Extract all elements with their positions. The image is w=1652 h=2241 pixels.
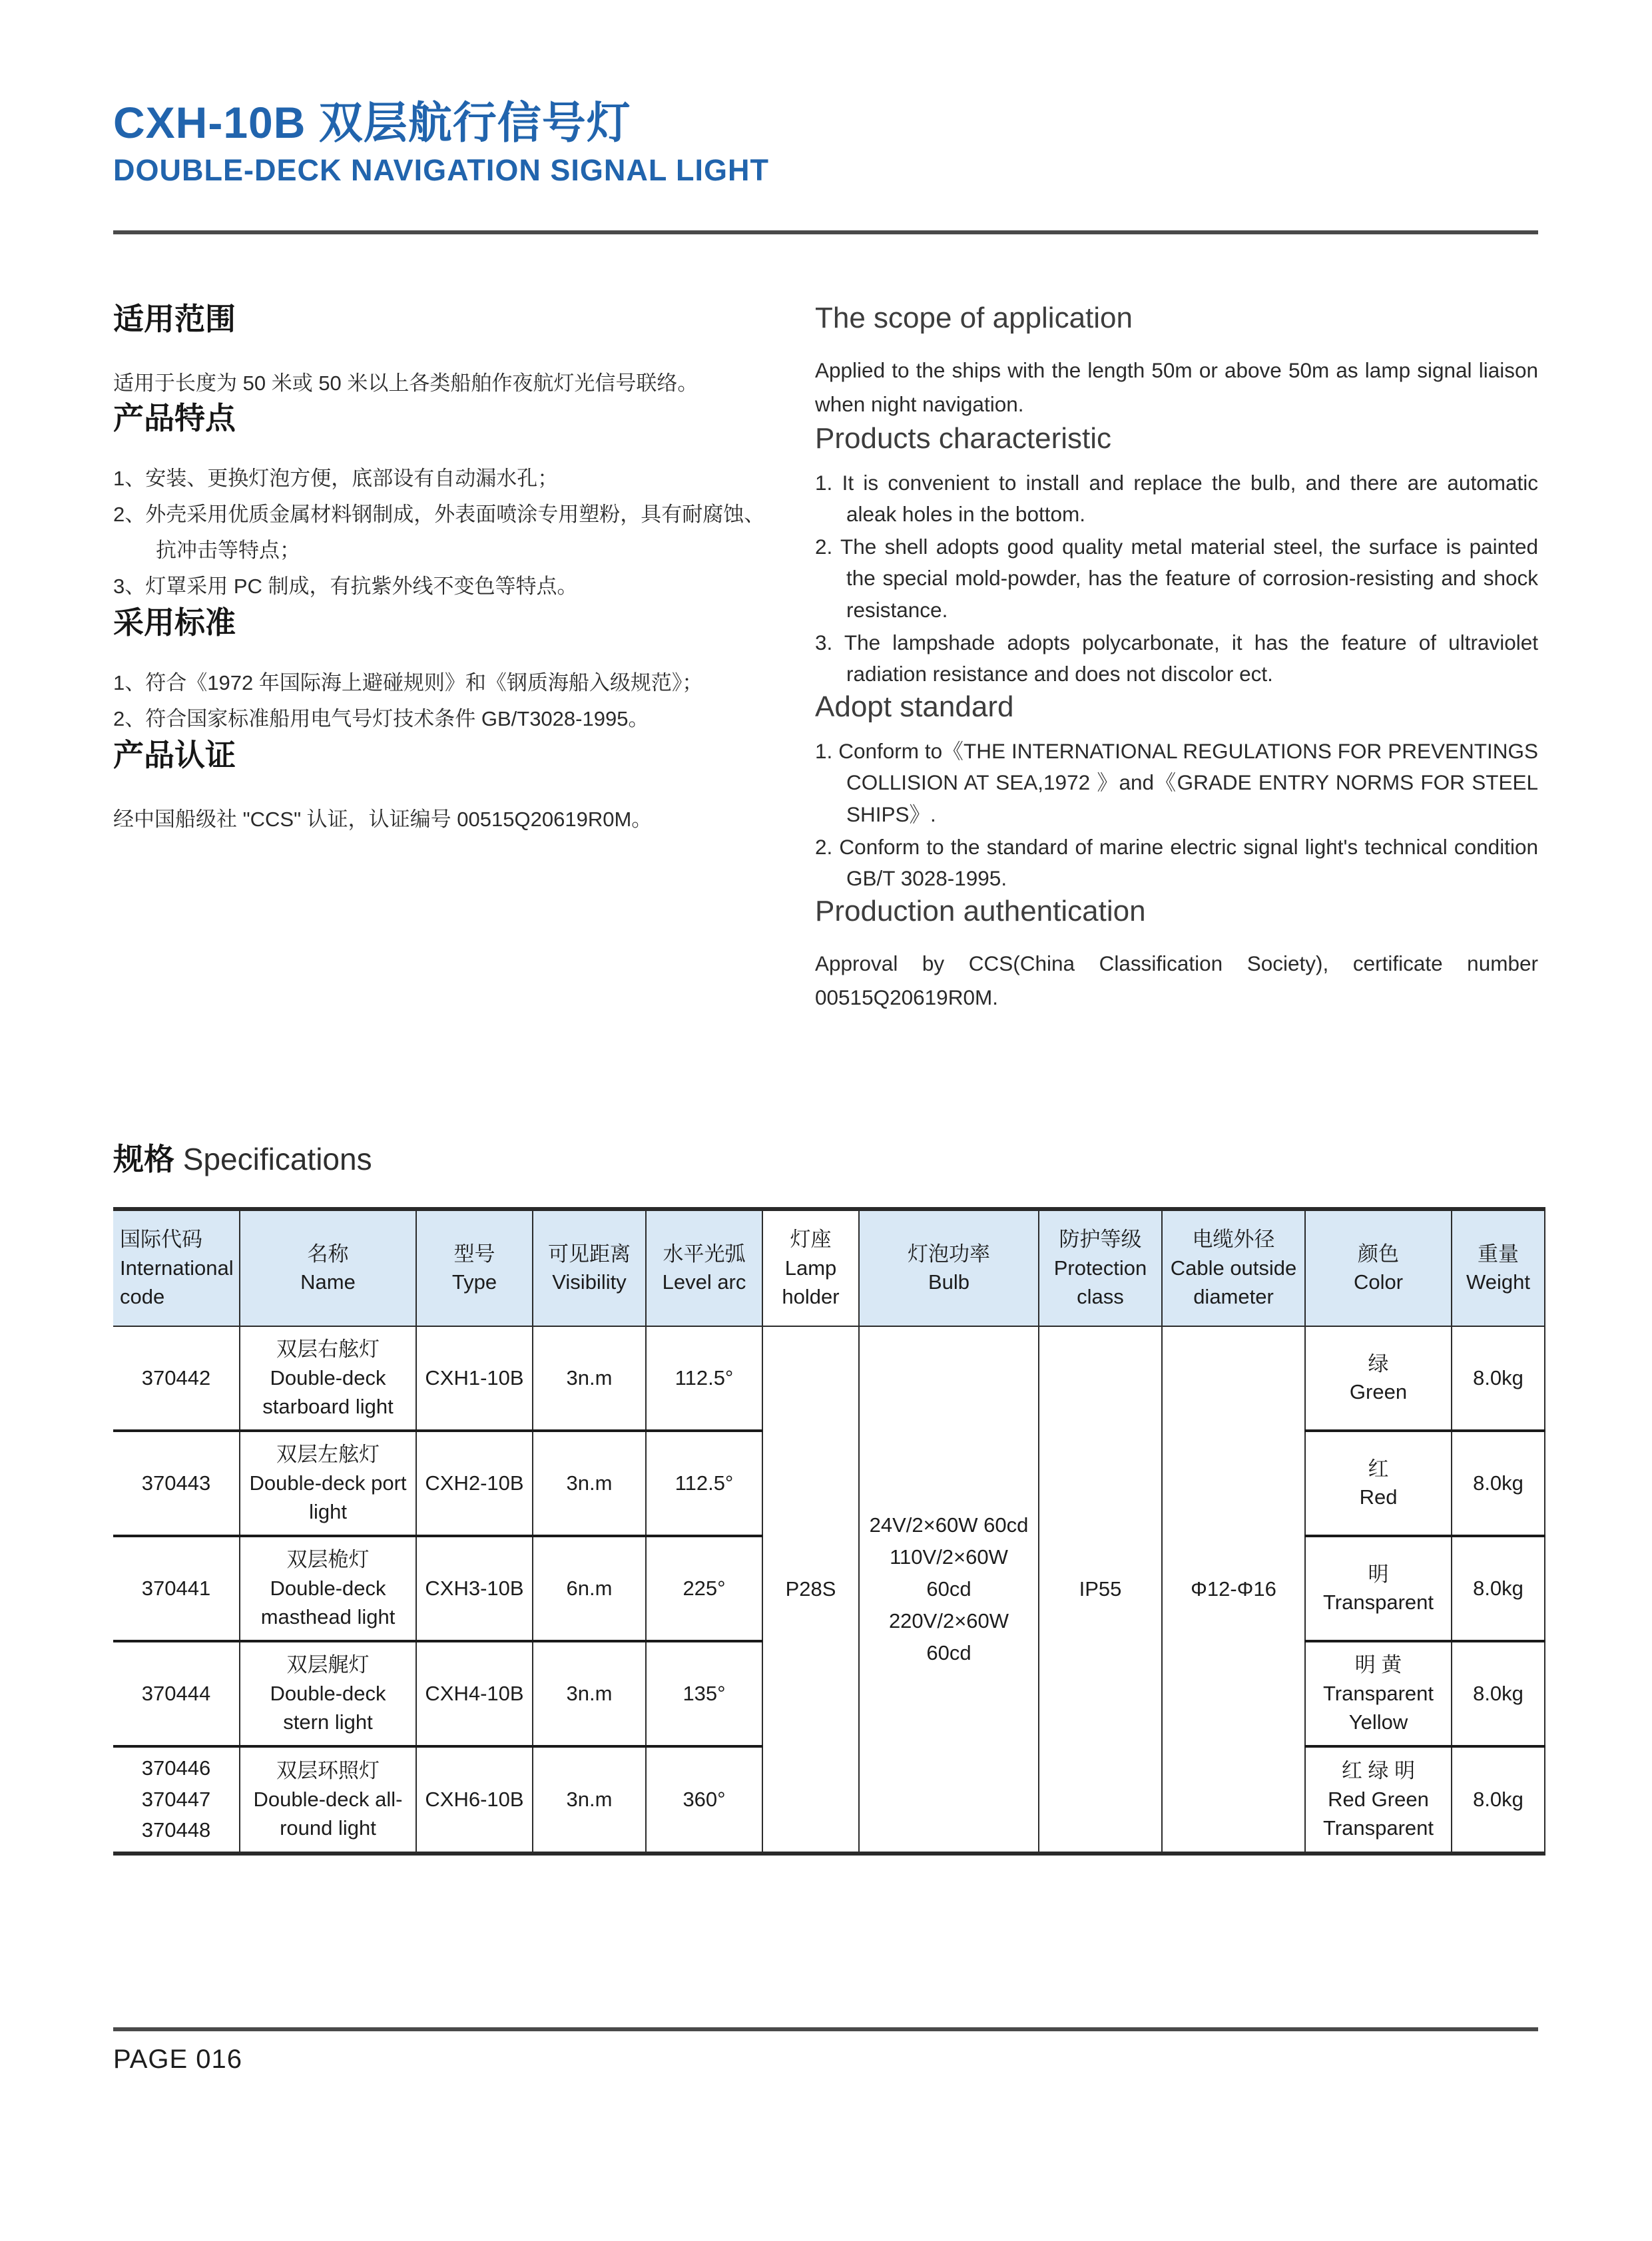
cell-cable-outside-diameter: Φ12-Φ16 — [1162, 1326, 1305, 1854]
footer-divider — [113, 2027, 1538, 2031]
col-header-type: 型号 Type — [416, 1209, 533, 1326]
cell-weight: 8.0kg — [1452, 1536, 1545, 1641]
cell-protection-class: IP55 — [1039, 1326, 1162, 1854]
cell-code: 370444 — [113, 1641, 240, 1746]
authentication-title-en: Production authentication — [815, 895, 1146, 928]
col-header-level-arc: 水平光弧 Level arc — [646, 1209, 762, 1326]
specifications-heading-en: Specifications — [182, 1142, 372, 1177]
features-title-zh: 产品特点 — [113, 400, 236, 435]
page-title: CXH-10B 双层航行信号灯 — [113, 98, 631, 147]
list-item: 3. The lampshade adopts polycarbonate, it has the feature of ultraviolet radiation resistance and does not discolor ect. — [815, 630, 1538, 686]
list-item: 1. Conform to《THE INTERNATIONAL REGULATIONS FOR PREVENTINGS COLLISION AT SEA,1972 》and《GRADE ENTRY NORMS FOR STEEL SHIPS》. — [815, 739, 1538, 826]
two-column-sections — [113, 301, 1538, 1015]
page-subtitle: DOUBLE-DECK NAVIGATION SIGNAL LIGHT — [113, 152, 769, 187]
authentication-body-en: Approval by CCS(China Classification Society), certificate number 00515Q20619R0M. — [815, 951, 1538, 1010]
cell-weight: 8.0kg — [1452, 1431, 1545, 1536]
standard-title-en: Adopt standard — [815, 690, 1014, 724]
cell-name: 双层右舷灯 Double-deck starboard light — [240, 1326, 416, 1431]
cell-weight: 8.0kg — [1452, 1641, 1545, 1746]
cell-color: 明 Transparent — [1305, 1536, 1452, 1641]
cell-code: 370446 370447 370448 — [113, 1746, 240, 1854]
scope-title-zh: 适用范围 — [113, 301, 236, 336]
cell-type: CXH6-10B — [416, 1746, 533, 1854]
cell-code: 370441 — [113, 1536, 240, 1641]
cell-name: 双层桅灯 Double-deck masthead light — [240, 1536, 416, 1641]
col-header-name: 名称 Name — [240, 1209, 416, 1326]
cell-type: CXH4-10B — [416, 1641, 533, 1746]
cell-name: 双层艉灯 Double-deck stern light — [240, 1641, 416, 1746]
list-item: 2、符合国家标准船用电气号灯技术条件 GB/T3028-1995。 — [113, 706, 649, 730]
col-header-bulb: 灯泡功率 Bulb — [859, 1209, 1039, 1326]
cell-lamp-holder: P28S — [762, 1326, 859, 1854]
table-header-row — [113, 1209, 1545, 1326]
cell-level-arc: 225° — [646, 1536, 762, 1641]
cell-level-arc: 112.5° — [646, 1326, 762, 1431]
col-header-visibility: 可见距离 Visibility — [533, 1209, 646, 1326]
col-header-color: 颜色 Color — [1305, 1209, 1452, 1326]
cell-weight: 8.0kg — [1452, 1326, 1545, 1431]
cell-level-arc: 360° — [646, 1746, 762, 1854]
cell-color: 绿 Green — [1305, 1326, 1452, 1431]
standard-list-zh — [113, 665, 766, 737]
features-list-zh — [113, 461, 766, 605]
specifications-heading-zh: 规格 — [113, 1142, 174, 1177]
list-item: 2. The shell adopts good quality metal material steel, the surface is painted the special mold-powder, has the feature of corrosion-resisting and shock resistance. — [815, 535, 1538, 622]
cell-color: 明 黄 Transparent Yellow — [1305, 1641, 1452, 1746]
cell-visibility: 3n.m — [533, 1746, 646, 1854]
cell-visibility: 3n.m — [533, 1431, 646, 1536]
scope-body-zh: 适用于长度为 50 米或 50 米以上各类船舶作夜航灯光信号联络。 — [113, 372, 698, 395]
cell-visibility: 6n.m — [533, 1536, 646, 1641]
page-number: PAGE 016 — [113, 2044, 243, 2074]
table-row — [113, 1326, 1545, 1431]
standard-title-zh: 采用标准 — [113, 605, 236, 640]
title-divider — [113, 230, 1538, 234]
list-item: 2、外壳采用优质金属材料钢制成，外表面喷涂专用塑粉，具有耐腐蚀、抗冲击等特点； — [113, 502, 765, 562]
cell-type: CXH3-10B — [416, 1536, 533, 1641]
cell-weight: 8.0kg — [1452, 1746, 1545, 1854]
list-item: 3、灯罩采用 PC 制成，有抗紫外线不变色等特点。 — [113, 574, 578, 598]
features-title-en: Products characteristic — [815, 421, 1112, 455]
title-block — [113, 100, 1538, 234]
english-column — [815, 301, 1538, 1015]
col-header-weight: 重量 Weight — [1452, 1209, 1545, 1326]
cell-level-arc: 112.5° — [646, 1431, 762, 1536]
list-item: 1、符合《1972 年国际海上避碰规则》和《钢质海船入级规范》； — [113, 670, 703, 694]
col-header-cable-outside-diameter: 电缆外径 Cable outside diameter — [1162, 1209, 1305, 1326]
standard-list-en — [815, 736, 1538, 894]
cell-type: CXH1-10B — [416, 1326, 533, 1431]
list-item: 1、安装、更换灯泡方便，底部设有自动漏水孔； — [113, 466, 559, 490]
col-header-international-code: 国际代码 International code — [113, 1209, 240, 1326]
scope-body-en: Applied to the ships with the length 50m or above 50m as lamp signal liaison when night navigation. — [815, 358, 1538, 416]
cell-code: 370443 — [113, 1431, 240, 1536]
col-header-lamp-holder: 灯座 Lamp holder — [762, 1209, 859, 1326]
specifications-table — [113, 1207, 1545, 1856]
cell-type: CXH2-10B — [416, 1431, 533, 1536]
cell-bulb: 24V/2×60W 60cd 110V/2×60W 60cd 220V/2×60W 60cd — [859, 1326, 1039, 1854]
authentication-title-zh: 产品认证 — [113, 737, 236, 772]
cell-visibility: 3n.m — [533, 1641, 646, 1746]
list-item: 2. Conform to the standard of marine electric signal light's technical condition GB/T 3028-1995. — [815, 834, 1538, 891]
list-item: 1. It is convenient to install and replace the bulb, and there are automatic aleak holes in the bottom. — [815, 470, 1538, 526]
cell-color: 红 Red — [1305, 1431, 1452, 1536]
chinese-column — [113, 301, 766, 1015]
cell-name: 双层左舷灯 Double-deck port light — [240, 1431, 416, 1536]
authentication-body-zh: 经中国船级社 "CCS" 认证，认证编号 00515Q20619R0M。 — [113, 807, 653, 831]
cell-level-arc: 135° — [646, 1641, 762, 1746]
scope-title-en: The scope of application — [815, 301, 1133, 334]
cell-name: 双层环照灯 Double-deck all-round light — [240, 1746, 416, 1854]
features-list-en — [815, 467, 1538, 690]
cell-color: 红 绿 明 Red Green Transparent — [1305, 1746, 1452, 1854]
cell-visibility: 3n.m — [533, 1326, 646, 1431]
specifications-heading — [113, 1141, 1538, 1178]
cell-code: 370442 — [113, 1326, 240, 1431]
col-header-protection-class: 防护等级 Protection class — [1039, 1209, 1162, 1326]
